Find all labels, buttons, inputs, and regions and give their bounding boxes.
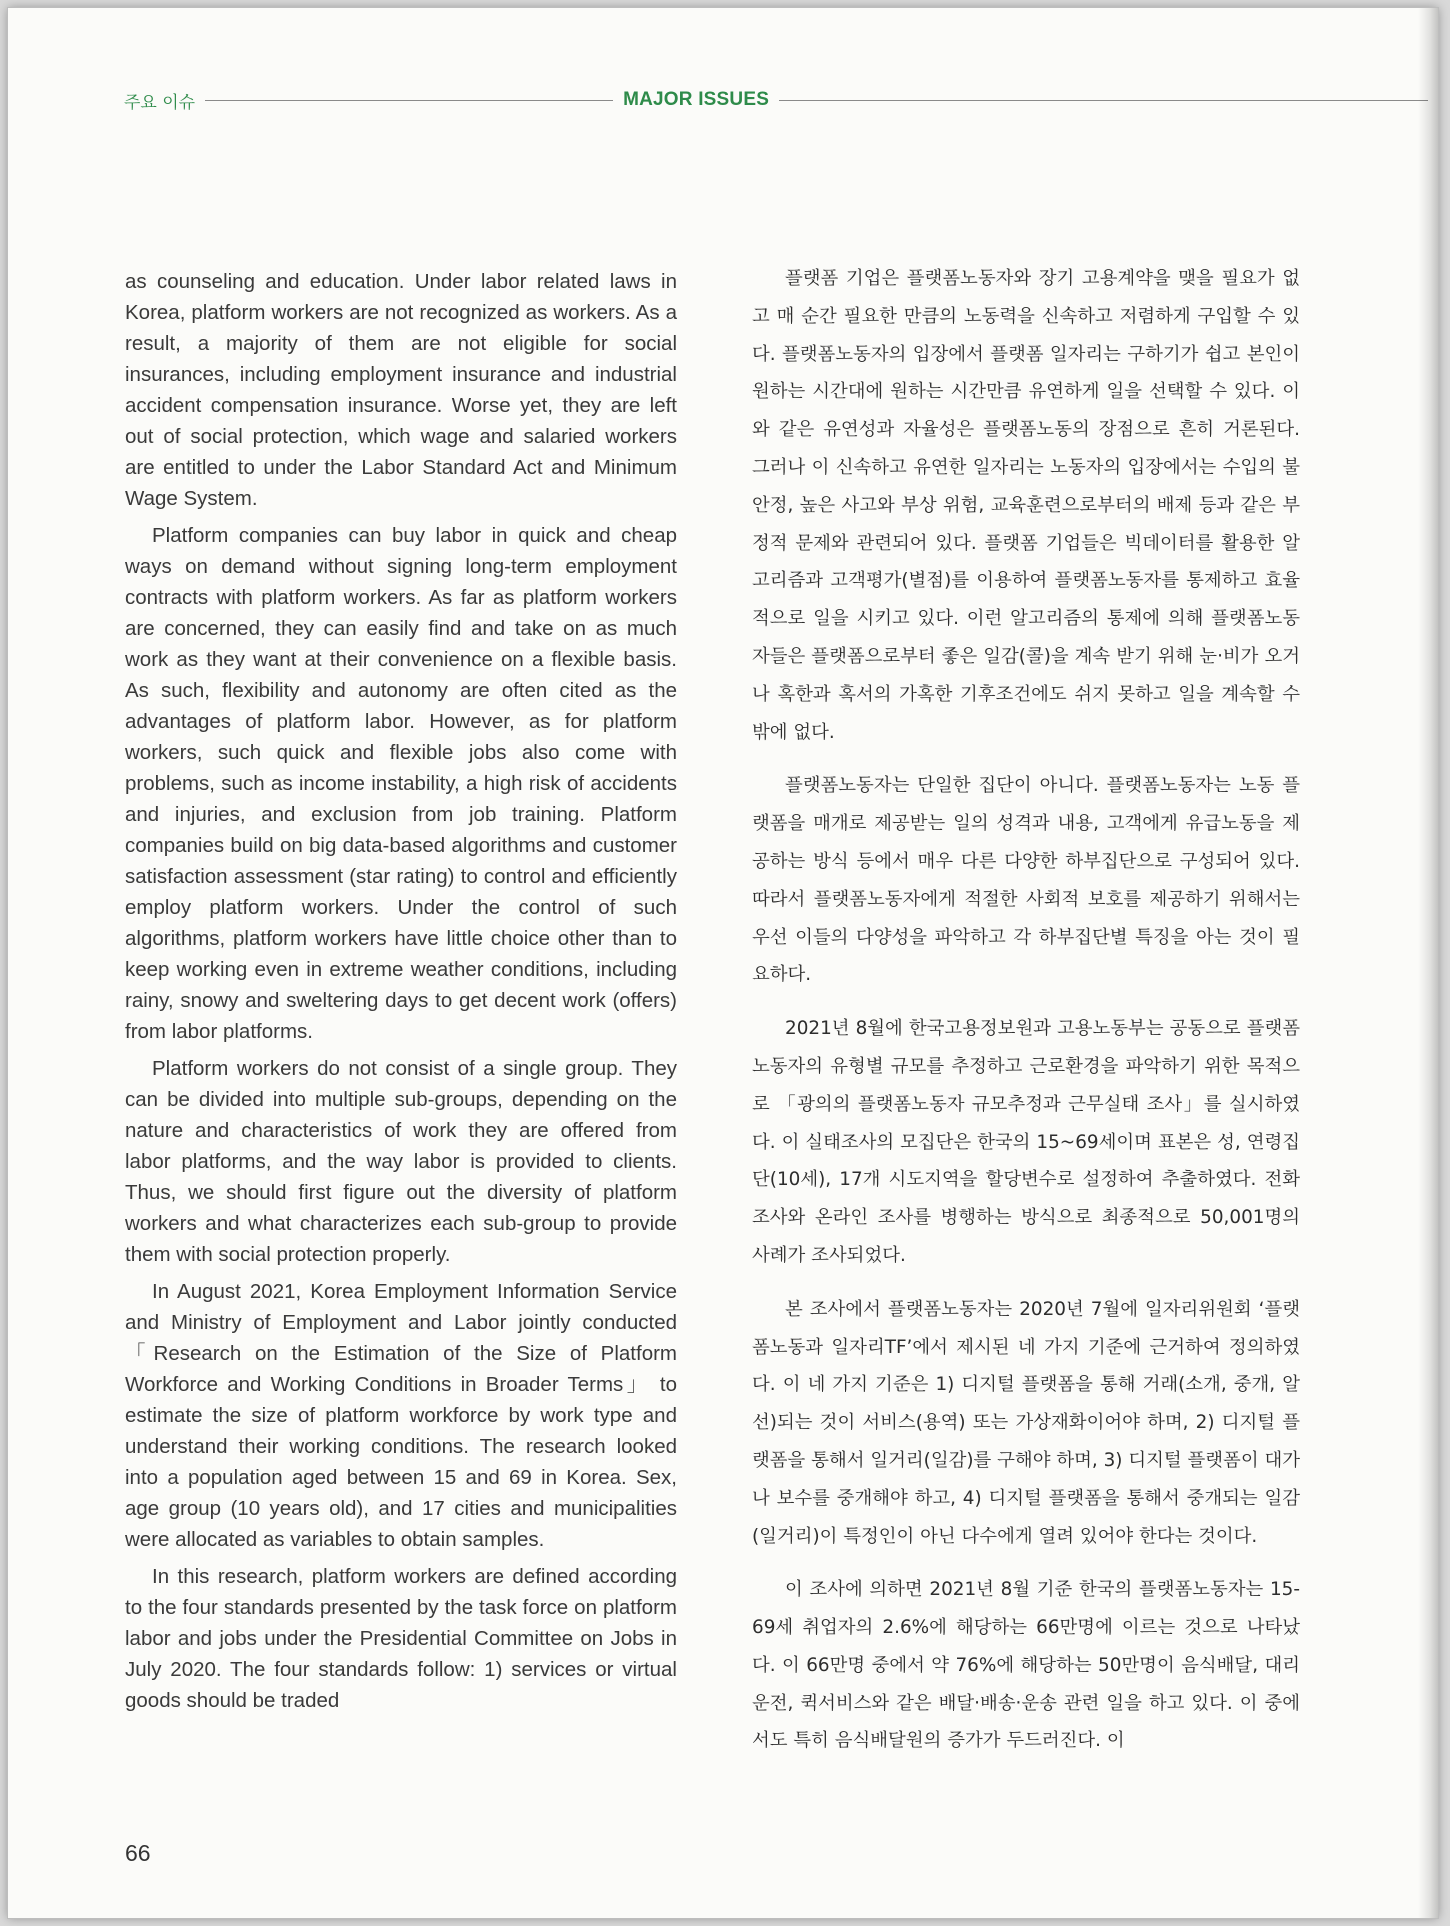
magazine-page (8, 8, 1438, 1918)
running-header (124, 80, 1438, 120)
english-paragraph: In August 2021, Korea Employment Information Service and Ministry of Employment and Labor jointly conducted 「Research on the Estimation of the Size of Platform Workforce and Working Conditions in Broader Terms」 to estimate the size of platform workforce by work type and understand their working conditions. The research looked into a population aged between 15 and 69 in Korea. Sex, age group (10 years old), and 17 cities and municipalities were allocated as variables to obtain samples. (125, 1280, 677, 1551)
korean-paragraph: 플랫폼노동자는 단일한 집단이 아니다. 플랫폼노동자는 노동 플랫폼을 매개로 제공받는 일의 성격과 내용, 고객에게 유급노동을 제공하는 방식 등에서 매우 다른 다양한 하부집단으로 구성되어 있다. 따라서 플랫폼노동자에게 적절한 사회적 보호를 제공하기 위해서는 우선 이들의 다양성을 파악하고 각 하부집단별 특징을 아는 것이 필요하다. (752, 775, 1300, 986)
english-text-column (125, 266, 677, 1716)
header-rule-right (779, 100, 1428, 101)
korean-paragraph: 플랫폼 기업은 플랫폼노동자와 장기 고용계약을 맺을 필요가 없고 매 순간 필요한 만큼의 노동력을 신속하고 저렴하게 구입할 수 있다. 플랫폼노동자의 입장에서 플랫폼 일자리는 구하기가 쉽고 본인이 원하는 시간대에 원하는 시간만큼 유연하게 일을 선택할 수 있다. 이와 같은 유연성과 자율성은 플랫폼노동의 장점으로 흔히 거론된다. 그러나 이 신속하고 유연한 일자리는 노동자의 입장에서는 수입의 불안정, 높은 사고와 부상 위험, 교육훈련으로부터의 배제 등과 같은 부정적 문제와 관련되어 있다. 플랫폼 기업들은 빅데이터를 활용한 알고리즘과 고객평가(별점)를 이용하여 플랫폼노동자를 통제하고 효율적으로 일을 시키고 있다. 이런 알고리즘의 통제에 의해 플랫폼노동자들은 플랫폼으로부터 좋은 일감(콜)을 계속 받기 위해 눈·비가 오거나 혹한과 혹서의 가혹한 기후조건에도 쉬지 못하고 일을 계속할 수밖에 없다. (752, 268, 1300, 743)
english-paragraph: In this research, platform workers are defined according to the four standards presented by the task force on platform labor and jobs under the Presidential Committee on Jobs in July 2020. The four standards follow: 1) services or virtual goods should be traded (125, 1565, 677, 1712)
english-paragraph: Platform workers do not consist of a single group. They can be divided into multiple sub-groups, depending on the nature and characteristics of work they are offered from labor platforms, and the way labor is provided to clients. Thus, we should first figure out the diversity of platform workers and what characterizes each sub-group to provide them with social protection properly. (125, 1057, 677, 1266)
header-rule-left (205, 100, 613, 101)
korean-paragraph: 본 조사에서 플랫폼노동자는 2020년 7월에 일자리위원회 ‘플랫폼노동과 일자리TF’에서 제시된 네 가지 기준에 근거하여 정의하였다. 이 네 가지 기준은 1) 디지털 플랫폼을 통해 거래(소개, 중개, 알선)되는 것이 서비스(용역) 또는 가상재화이어야 하며, 2) 디지털 플랫폼을 통해서 일거리(일감)를 구해야 하며, 3) 디지털 플랫폼이 대가나 보수를 중개해야 하고, 4) 디지털 플랫폼을 통해서 중개되는 일감(일거리)이 특정인이 아닌 다수에게 열려 있어야 한다는 것이다. (752, 1298, 1300, 1547)
section-title-korean: 주요 이슈 (124, 92, 196, 113)
section-title-english: MAJOR ISSUES (623, 89, 770, 110)
korean-text-column (752, 260, 1300, 1760)
korean-paragraph: 2021년 8월에 한국고용정보원과 고용노동부는 공동으로 플랫폼노동자의 유형별 규모를 추정하고 근로환경을 파악하기 위한 목적으로 「광의의 플랫폼노동자 규모추정과 근무실태 조사」를 실시하였다. 이 실태조사의 모집단은 한국의 15~69세이며 표본은 성, 연령집단(10세), 17개 시도지역을 할당변수로 설정하여 추출하였다. 전화조사와 온라인 조사를 병행하는 방식으로 최종적으로 50,001명의 사례가 조사되었다. (752, 1018, 1300, 1266)
korean-paragraph: 이 조사에 의하면 2021년 8월 기준 한국의 플랫폼노동자는 15-69세 취업자의 2.6%에 해당하는 66만명에 이르는 것으로 나타났다. 이 66만명 중에서 약 76%에 해당하는 50만명이 음식배달, 대리운전, 퀵서비스와 같은 배달·배송·운송 관련 일을 하고 있다. 이 중에서도 특히 음식배달원의 증가가 두드러진다. 이 (752, 1579, 1300, 1752)
english-paragraph: as counseling and education. Under labor related laws in Korea, platform workers are not recognized as workers. As a result, a majority of them are not eligible for social insurances, including employment insurance and industrial accident compensation insurance. Worse yet, they are left out of social protection, which wage and salaried workers are entitled to under the Labor Standard Act and Minimum Wage System. (125, 270, 677, 510)
page-number: 66 (125, 1840, 151, 1866)
english-paragraph: Platform companies can buy labor in quick and cheap ways on demand without signing long-term employment contracts with platform workers. As far as platform workers are concerned, they can easily find and take on as much work as they want at their convenience on a flexible basis. As such, flexibility and autonomy are often cited as the advantages of platform labor. However, as for platform workers, such quick and flexible jobs also come with problems, such as income instability, a high risk of accidents and injuries, and exclusion from job training. Platform companies build on big data-based algorithms and customer satisfaction assessment (star rating) to control and efficiently employ platform workers. Under the control of such algorithms, platform workers have little choice other than to keep working even in extreme weather conditions, including rainy, snowy and sweltering days to get decent work (offers) from labor platforms. (125, 524, 677, 1043)
